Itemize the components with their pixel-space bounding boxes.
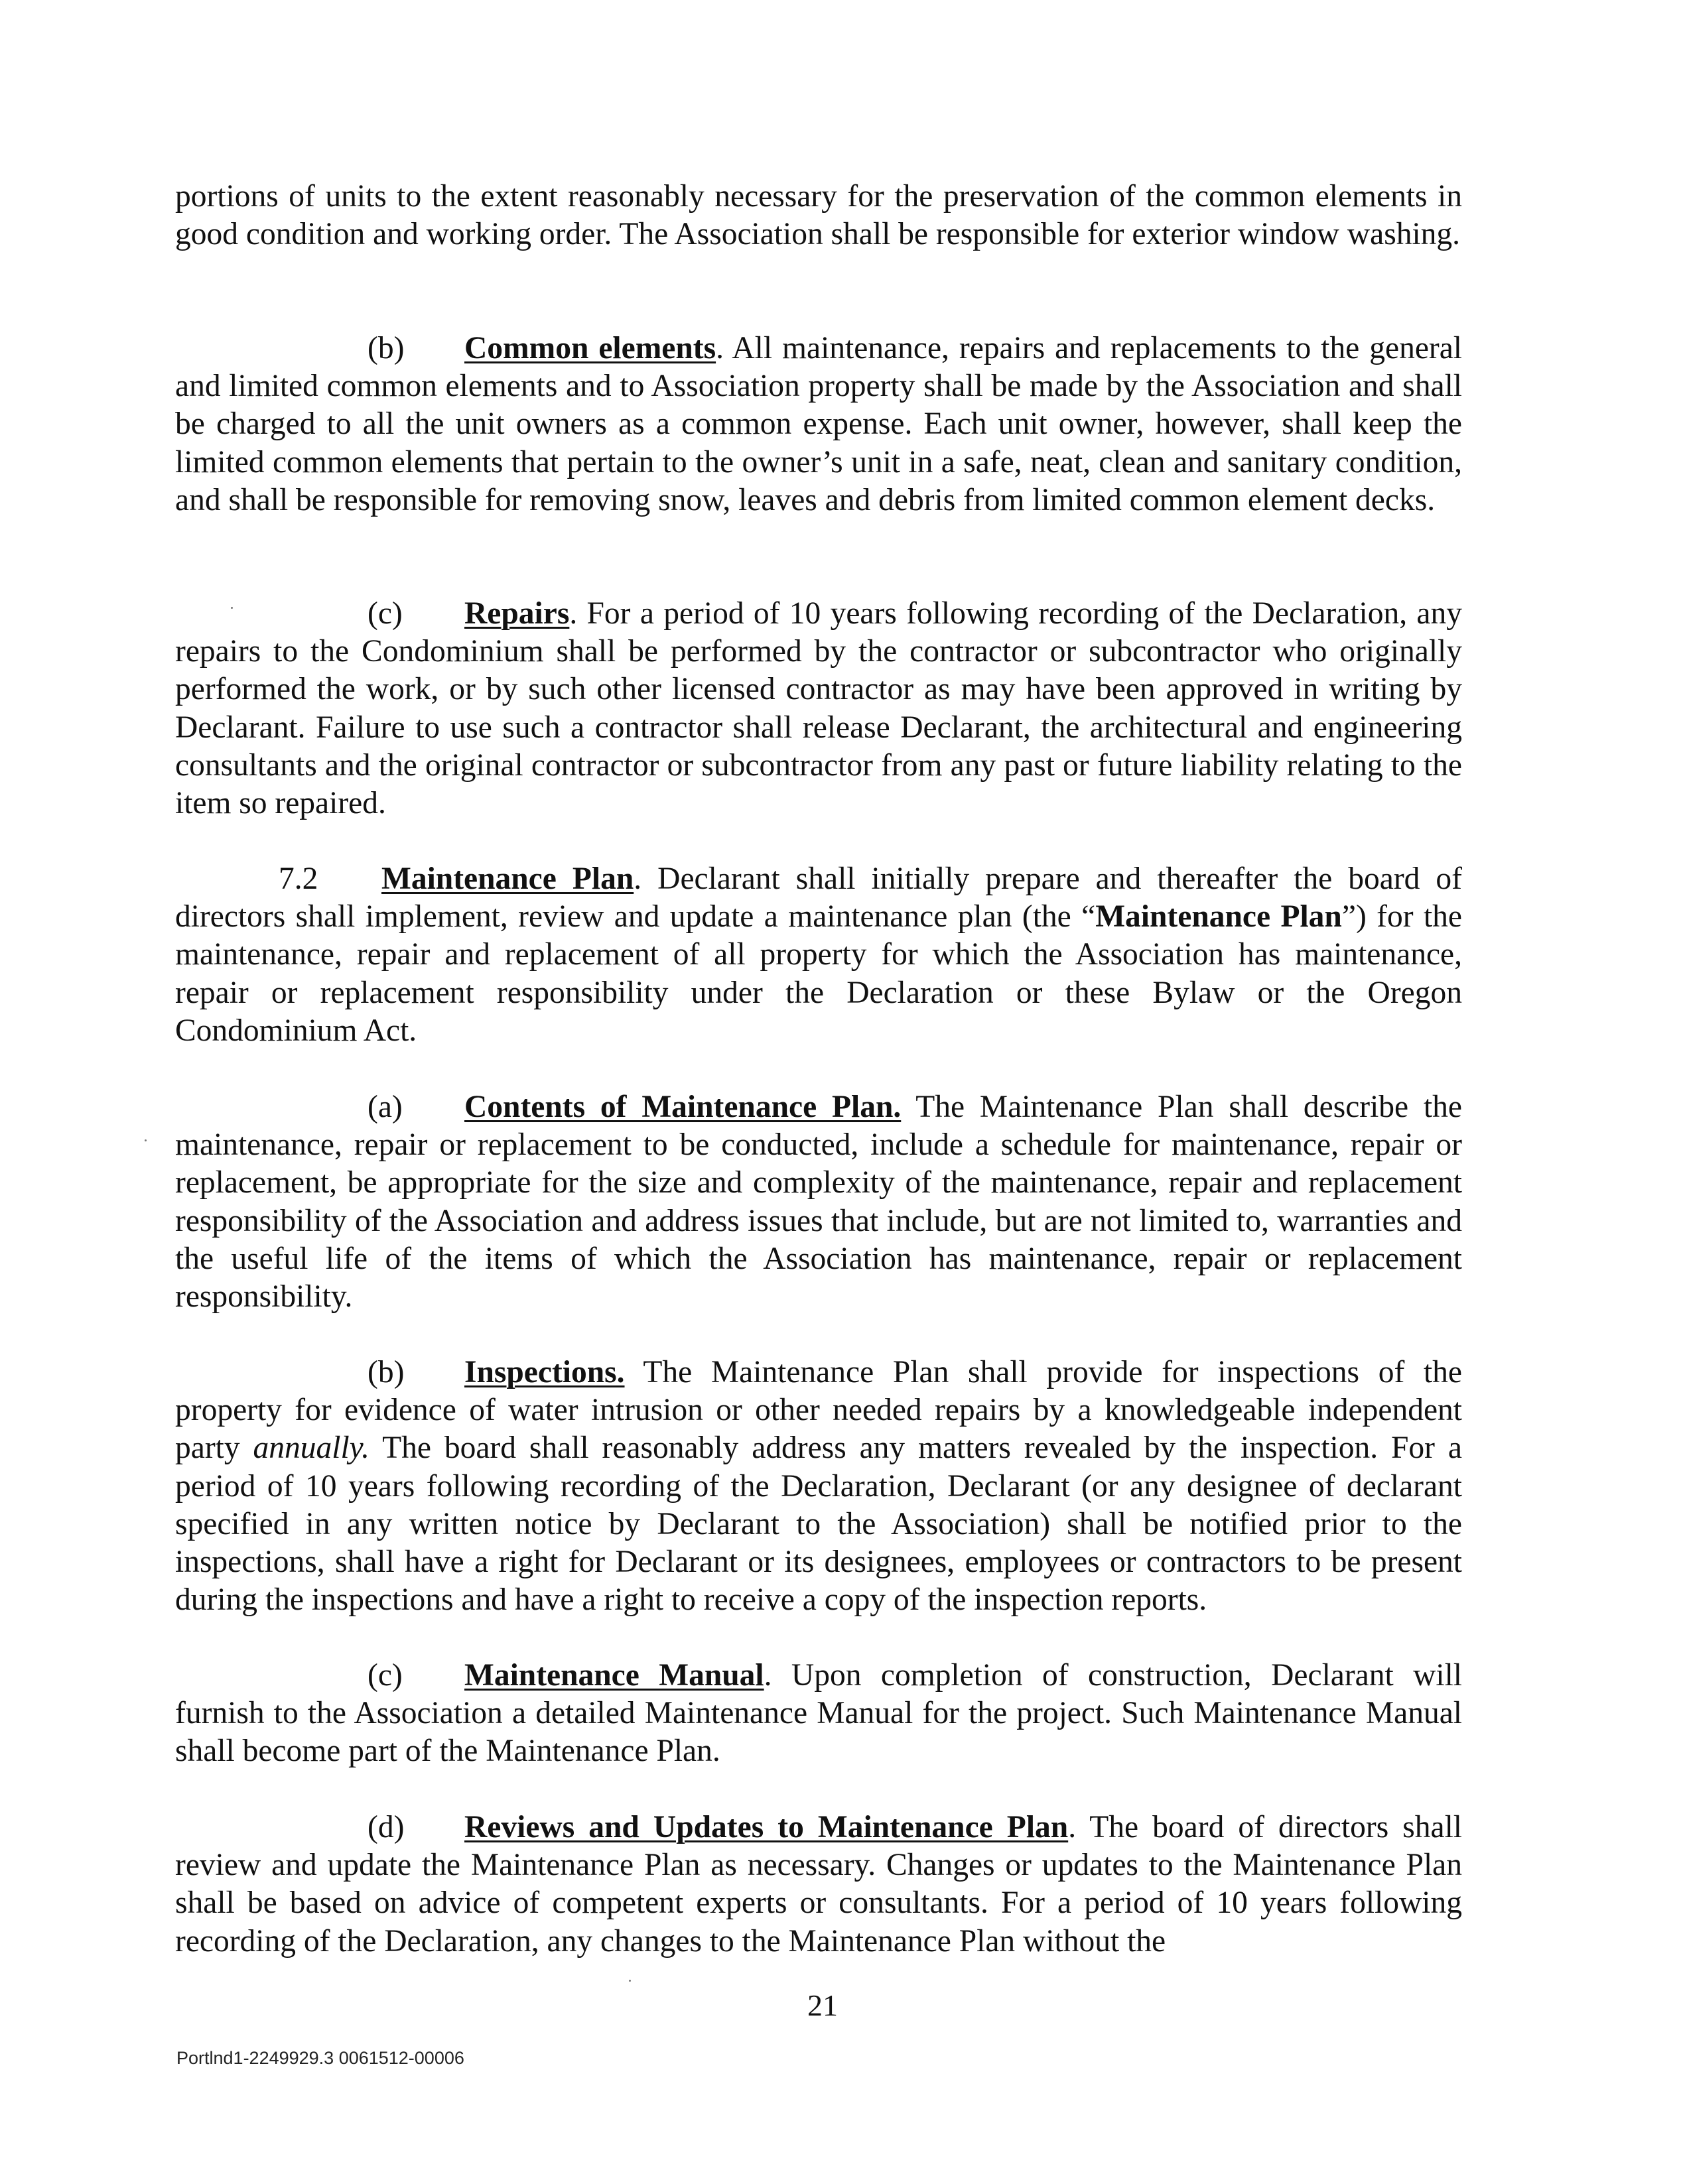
- subsection-label: (b): [368, 331, 405, 365]
- section-heading: Inspections.: [464, 1355, 625, 1389]
- paragraph-text: All maintenance, repairs and replacements to the general and limited common elements and to Association property shall be made by the Association and shall be charged to all the unit owners as a common expense. Each unit owner, however, shall keep the limited common elements that pertain to the owner’s unit in a safe, neat, clean and sanitary condition, and shall be responsible for removing snow, leaves and debris from limited common element decks.: [175, 331, 1462, 517]
- section-heading: Contents of Maintenance Plan.: [464, 1090, 902, 1124]
- paragraph-inspections: [175, 1354, 1462, 1619]
- defined-term: Maintenance Plan: [1095, 899, 1342, 934]
- subsection-label: (d): [368, 1810, 405, 1844]
- scan-speck: [145, 1139, 147, 1141]
- section-heading: Common elements: [464, 331, 716, 365]
- paragraph-reviews-updates: [175, 1809, 1462, 1960]
- paragraph-text: portions of units to the extent reasonably necessary for the preservation of the common elements in good condition and working order. The Association shall be responsible for exterior window washing.: [175, 179, 1462, 252]
- section-heading: Maintenance Plan: [381, 862, 634, 896]
- paragraph-continuation: [175, 178, 1462, 253]
- document-id: Portlnd1-2249929.3 0061512-00006: [176, 2048, 464, 2068]
- paragraph-text: The board shall reasonably address any matters revealed by the inspection. For a period of 10 years following recording of the Declaration, Declarant (or any designee of declarant specified in any written notice by Declarant to the Association) shall be notified prior to the inspections, shall have a right for Declarant or its designees, employees or contractors to be present during the inspections and have a right to receive a copy of the inspection reports.: [175, 1431, 1462, 1618]
- paragraph-maintenance-plan: [175, 860, 1462, 1050]
- paragraph-text: The Maintenance Plan shall describe the maintenance, repair or replacement to be conducted, include a schedule for maintenance, repair or replacement, be appropriate for the size and complexity of the maintenance, repair and replacement responsibility of the Association and address issues that include, but are not limited to, warranties and the useful life of the items of which the Association has maintenance, repair or replacement responsibility.: [175, 1090, 1462, 1315]
- paragraph-repairs: [175, 595, 1462, 822]
- subsection-label: (c): [368, 596, 403, 631]
- paragraph-text: The Maintenance Plan shall provide for inspections of the property for evidence of water intrusion or other needed repairs by a knowledgeable independent party: [175, 1355, 1462, 1466]
- section-number: 7.2: [279, 862, 318, 896]
- paragraph-text: Upon completion of construction, Declarant will furnish to the Association a detailed Maintenance Manual for the project. Such Maintenance Manual shall become part of the Maintenance Plan.: [175, 1658, 1463, 1769]
- heading-punctuation: .: [569, 596, 578, 631]
- paragraph-text: ”) for the maintenance, repair and replacement of all property for which the Association has maintenance, repair or replacement responsibility under the Declaration or these Bylaw or the Oregon Condominium Act.: [175, 899, 1462, 1048]
- paragraph-text: For a period of 10 years following recording of the Declaration, any repairs to the Condominium shall be performed by the contractor or subcontractor who originally performed the work, or by such other licensed contractor as may have been approved in writing by Declarant. Failure to use such a contractor shall release Declarant, the architectural and engineering consultants and the original contractor or subcontractor from any past or future liability relating to the item so repaired.: [175, 596, 1462, 821]
- heading-punctuation: .: [634, 862, 642, 896]
- section-heading: Repairs: [464, 596, 570, 631]
- subsection-label: (b): [368, 1355, 405, 1389]
- scan-speck: [629, 1980, 631, 1982]
- subsection-label: (c): [368, 1658, 403, 1693]
- section-heading: Maintenance Manual: [464, 1658, 764, 1693]
- heading-punctuation: .: [716, 331, 724, 365]
- emphasis-text: annually.: [253, 1431, 370, 1466]
- paragraph-text: The board of directors shall review and update the Maintenance Plan as necessary. Changes or updates to the Maintenance Plan shall be based on advice of competent experts or consultants. For a period of 10 years following recording of the Declaration, any changes to the Maintenance Plan without the: [175, 1810, 1462, 1959]
- section-heading: Reviews and Updates to Maintenance Plan: [464, 1810, 1069, 1844]
- heading-punctuation: .: [1068, 1810, 1077, 1844]
- paragraph-text: Declarant shall initially prepare and thereafter the board of directors shall implement, review and update a maintenance plan (the “: [175, 862, 1462, 934]
- paragraph-maintenance-manual: [175, 1657, 1462, 1771]
- paragraph-contents-of-plan: [175, 1088, 1462, 1316]
- paragraph-common-elements: [175, 330, 1462, 519]
- heading-punctuation: .: [764, 1658, 772, 1693]
- page-number: 21: [807, 1988, 838, 2022]
- scan-speck: [231, 607, 233, 609]
- subsection-label: (a): [368, 1090, 403, 1124]
